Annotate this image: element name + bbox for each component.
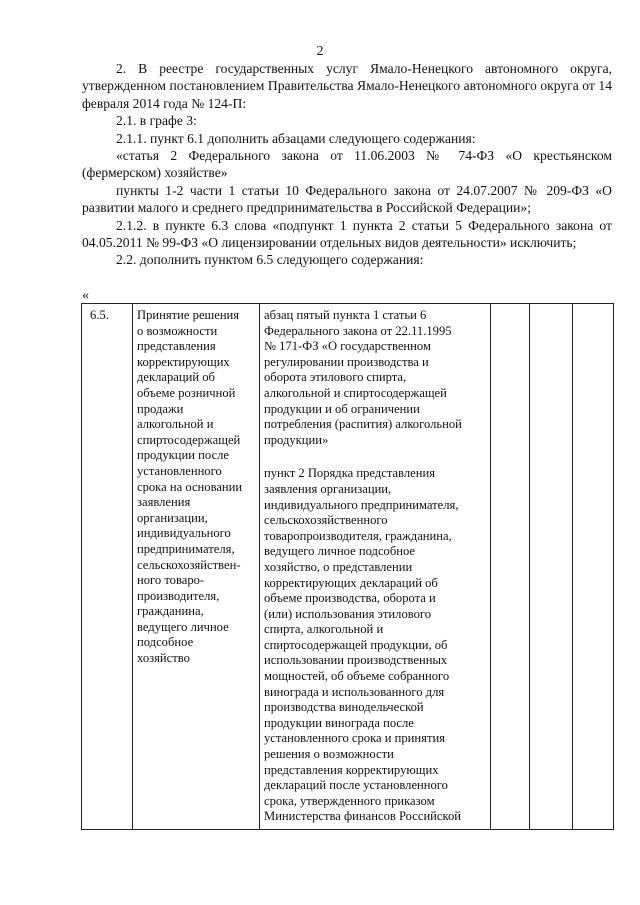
- service-name-line: спиртосодержащей: [137, 432, 241, 447]
- legal-basis-line: абзац пятый пункта 1 статьи 6: [264, 308, 427, 322]
- legal-basis-line: пункт 2 Порядка представления: [264, 466, 436, 481]
- legal-basis-line: индивидуального предпринимателя,: [264, 497, 459, 512]
- service-name-line: объеме розничной: [137, 385, 236, 400]
- empty-cell: [573, 304, 614, 830]
- legal-basis-line: товаропроизводителя, гражданина,: [264, 528, 452, 543]
- legal-basis-line: деклараций после установленного: [264, 778, 448, 793]
- legal-basis-line: мощностей, об объеме собранного: [264, 669, 450, 684]
- page-number: 2: [316, 44, 324, 59]
- legal-basis-line: объеме производства, оборота и: [264, 591, 436, 606]
- legal-basis-line: производства винодельческой: [264, 700, 424, 715]
- service-name-line: продажи: [137, 401, 184, 416]
- legal-basis-line: ведущего личное подсобное: [264, 544, 416, 559]
- legal-basis-line: продукции и об ограничении: [264, 401, 420, 416]
- service-name-line: предпринимателя,: [137, 541, 235, 556]
- registry-table: [81, 303, 614, 830]
- legal-basis-line: регулировании производства и: [264, 354, 429, 369]
- service-name-line: корректирующих: [137, 354, 230, 369]
- legal-basis-line: хозяйство, о представлении: [264, 559, 413, 574]
- paragraph-2-1-1: 2.1.1. пункт 6.1 дополнить абзацами следующего содержания:: [116, 130, 476, 146]
- legal-basis-line: алкогольной и спиртосодержащей: [264, 385, 447, 400]
- service-name-line: продукции после: [137, 448, 229, 463]
- paragraph-registry: 2. В реестре государственных услуг Ямало-Ненецкого автономного округа, утвержденном постановлением Правительства Ямало-Ненецкого автономного округа от 14 февраля 2014 года № 124-П:: [82, 61, 612, 111]
- service-name-line: индивидуального: [137, 526, 231, 541]
- paragraph-2-1: 2.1. в графе 3:: [116, 113, 197, 129]
- legal-basis-line: потребления (распития) алкогольной: [264, 417, 462, 432]
- service-name-line: алкогольной и: [137, 417, 214, 432]
- service-name-line: Принятие решения: [137, 308, 240, 322]
- row-number-cell: [82, 304, 133, 830]
- legal-basis-line: установленного срока и принятия: [264, 731, 445, 746]
- legal-basis-line: использовании производственных: [264, 653, 448, 668]
- document-body: [82, 60, 612, 269]
- table-row: [82, 304, 614, 830]
- paragraph-2-2: 2.2. дополнить пунктом 6.5 следующего содержания:: [116, 252, 424, 268]
- legal-basis-cell: [260, 304, 491, 830]
- service-name-line: хозяйство: [137, 651, 190, 666]
- legal-basis-line: представления корректирующих: [264, 762, 439, 777]
- empty-cell: [491, 304, 530, 830]
- legal-basis-line: спирта, алкогольной и: [264, 622, 384, 637]
- legal-basis-line: винограда и использованного для: [264, 684, 445, 699]
- legal-basis-line: оборота этилового спирта,: [264, 370, 407, 385]
- service-name-line: заявления: [137, 495, 191, 510]
- row-number: 6.5.: [90, 308, 109, 322]
- service-name-line: срока на основании: [137, 479, 243, 494]
- legal-basis-line: (или) использования этилового: [264, 606, 432, 621]
- legal-basis-line: корректирующих деклараций об: [264, 575, 438, 590]
- legal-basis-line: спиртосодержащей продукции, об: [264, 637, 448, 652]
- service-name-line: гражданина,: [137, 604, 204, 619]
- legal-basis-line: продукции винограда после: [264, 715, 414, 730]
- legal-basis-line: срока, утвержденного приказом: [264, 793, 435, 808]
- service-name-line: организации,: [137, 510, 208, 525]
- service-name-line: сельскохозяйствен-: [137, 557, 241, 572]
- paragraph-2-1-2: 2.1.2. в пункте 6.3 слова «подпункт 1 пункта 2 статьи 5 Федерального закона от 04.05.2011 № 99-ФЗ «О лицензировании отдельных видов деятельности» исключить;: [82, 217, 612, 251]
- service-name-line: ного товаро-: [137, 573, 205, 588]
- paragraph-article-2: «статья 2 Федерального закона от 11.06.2003 № 74-ФЗ «О крестьянском (фермерском) хозяйстве»: [82, 148, 612, 181]
- legal-basis-line: Министерства финансов Российской: [264, 809, 462, 824]
- legal-basis-line: сельскохозяйственного: [264, 513, 388, 528]
- paragraph-article-10: пункты 1-2 части 1 статьи 10 Федерального закона от 24.07.2007 № 209-ФЗ «О развитии малого и среднего предпринимательства в Российской Федерации»;: [82, 182, 612, 216]
- paragraph-gap: [264, 448, 486, 466]
- legal-basis-line: продукции»: [264, 432, 329, 447]
- legal-basis-line: решения о возможности: [264, 747, 394, 762]
- legal-basis-line: заявления организации,: [264, 481, 392, 496]
- service-name-line: подсобное: [137, 635, 194, 650]
- service-name-line: представления: [137, 339, 216, 354]
- service-name-line: деклараций об: [137, 370, 215, 385]
- legal-basis-line: Федерального закона от 22.11.1995: [264, 323, 452, 338]
- service-name-line: ведущего личное: [137, 619, 229, 634]
- service-name-line: производителя,: [137, 588, 220, 603]
- service-name-line: установленного: [137, 463, 222, 478]
- service-name-cell: [133, 304, 260, 830]
- service-name-line: о возможности: [137, 323, 218, 338]
- opening-quote-mark: «: [82, 288, 89, 303]
- legal-basis-line: № 171-ФЗ «О государственном: [264, 339, 431, 354]
- empty-cell: [530, 304, 573, 830]
